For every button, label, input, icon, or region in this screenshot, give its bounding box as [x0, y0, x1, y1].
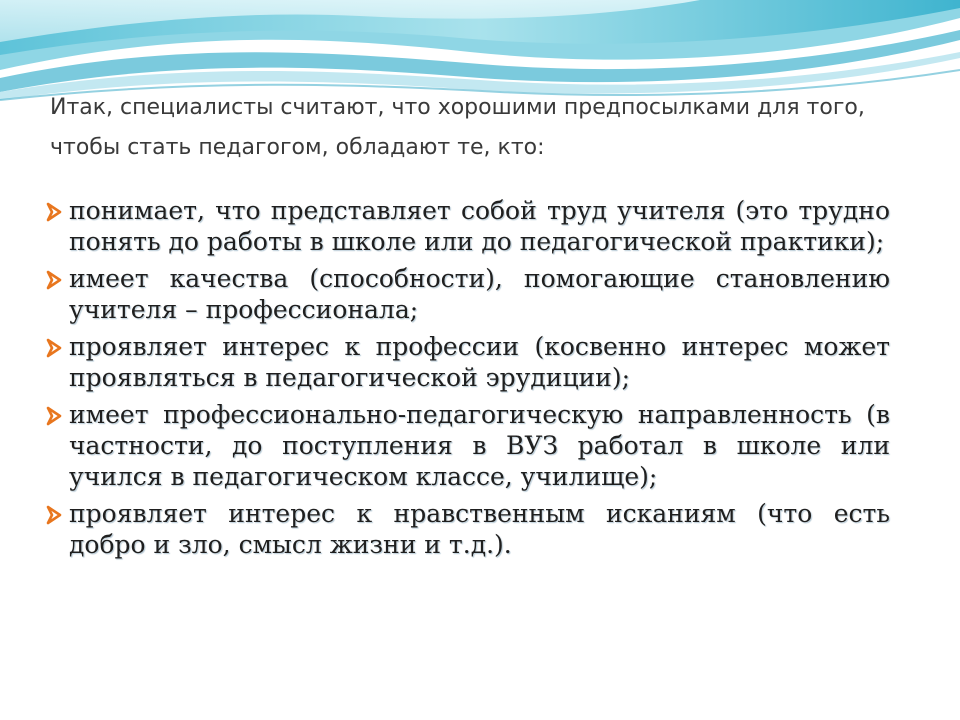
orange-chevron-arrow-icon: [45, 399, 69, 431]
list-item: [45, 331, 890, 393]
orange-chevron-arrow-icon: [45, 195, 69, 227]
bullet-text: проявляет интерес к нравственным исканиям (что есть добро и зло, смысл жизни и т.д.).: [69, 499, 890, 559]
bullet-list: [45, 195, 890, 566]
bullet-text: проявляет интерес к профессии (косвенно интерес может проявляться в педагогической эрудиции);: [69, 332, 890, 392]
orange-chevron-arrow-icon: [45, 331, 69, 363]
bullet-text: имеет качества (способности), помогающие становлению учителя – профессионала;: [69, 264, 890, 324]
list-item: [45, 195, 890, 257]
list-item: [45, 498, 890, 560]
intro-text: Итак, специалисты считают, что хорошими предпосылками для того, чтобы стать педагогом, обладают те, кто:: [50, 95, 865, 160]
orange-chevron-arrow-icon: [45, 498, 69, 530]
orange-chevron-arrow-icon: [45, 263, 69, 295]
list-item: [45, 399, 890, 492]
bullet-text: понимает, что представляет собой труд учителя (это трудно понять до работы в школе или до педагогической практики);: [69, 196, 890, 256]
bullet-text: имеет профессионально-педагогическую направленность (в частности, до поступления в ВУЗ работал в школе или учился в педагогическом классе, училище);: [69, 400, 890, 491]
list-item: [45, 263, 890, 325]
